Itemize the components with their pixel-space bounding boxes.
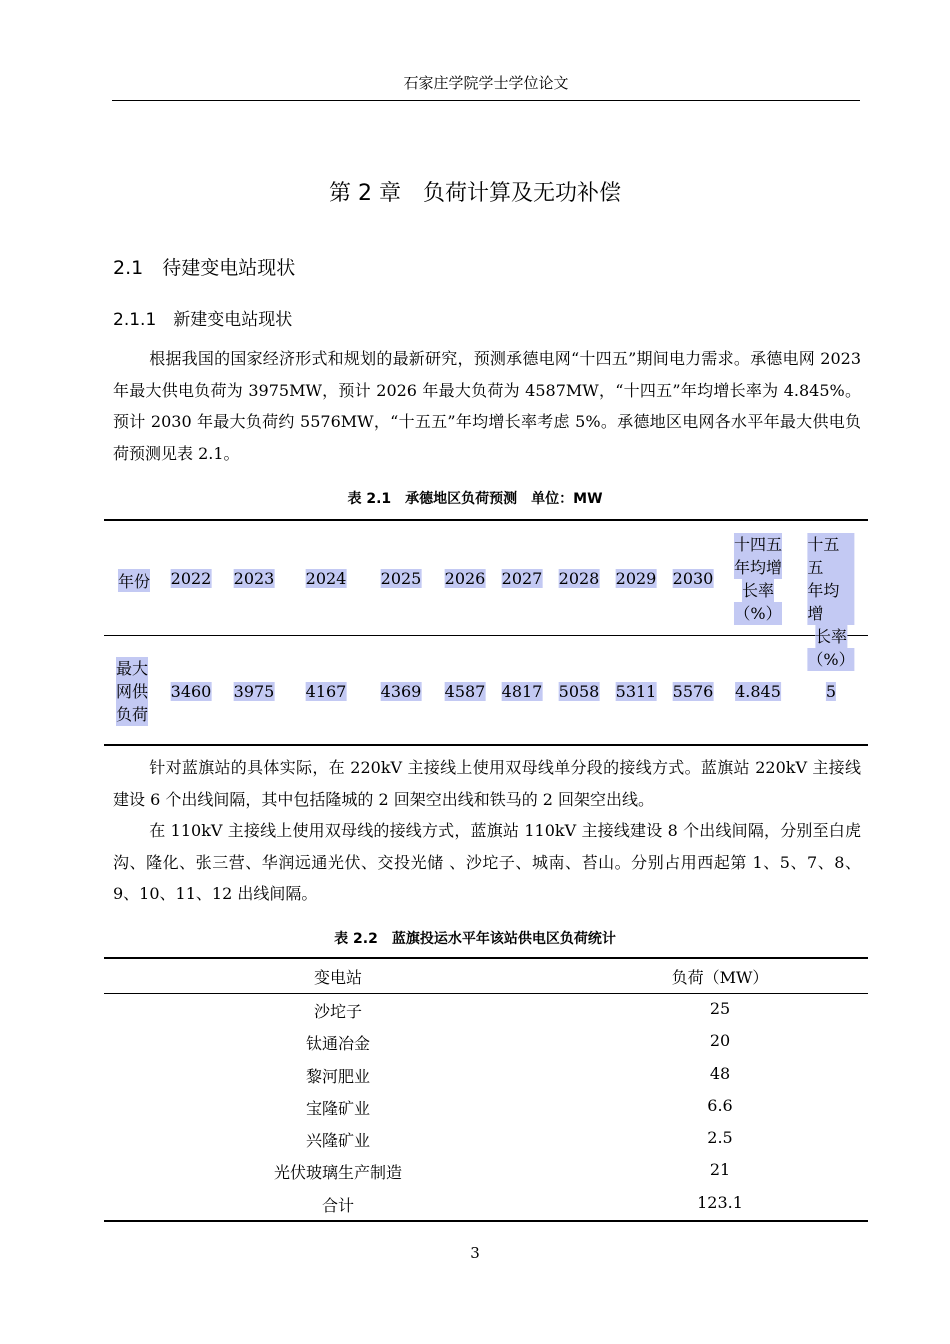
- table1-value-cell: 5058: [558, 682, 600, 701]
- table1-year-cell: 2028: [558, 569, 600, 588]
- table1-growth14-header: 十四五 年均增 长率 （%）: [733, 535, 783, 623]
- table-row: [104, 1025, 868, 1057]
- paragraph-220kv: 针对蓝旗站的具体实际，在 220kV 主接线上使用双母线单分段的接线方式。蓝旗站 220kV 主接线建设 6 个出线间隔，其中包括隆城的 2 回架空出线和铁马的 2 回架空出线。: [113, 758, 861, 809]
- running-header: 石家庄学院学士学位论文: [403, 74, 569, 92]
- header-rule: [112, 100, 860, 101]
- table1-value-cell: 5311: [615, 682, 657, 701]
- table1-year-cell: 2022: [170, 569, 212, 588]
- table1-growth14-value: 4.845: [735, 682, 781, 701]
- page-number: 3: [470, 1244, 480, 1262]
- table2-load-cell: 25: [709, 999, 731, 1018]
- table-row: [104, 1154, 868, 1186]
- table2-load-cell: 6.6: [707, 1095, 733, 1115]
- table1-row-label: 最大 网供 负荷: [116, 659, 149, 724]
- table-row: [104, 1058, 868, 1090]
- table1-value-cell: 4817: [501, 682, 543, 701]
- table1-year-cell: 2029: [615, 569, 657, 588]
- table2-substation-cell: 沙坨子: [313, 1002, 362, 1021]
- table2-load-cell: 20: [709, 1031, 731, 1051]
- table1-value-cell: 3975: [233, 682, 275, 701]
- table-row: [104, 993, 868, 1025]
- table1-value-cell: 4369: [380, 682, 422, 701]
- paragraph-load-forecast: 根据我国的国家经济形式和规划的最新研究，预测承德电网“十四五”期间电力需求。承德电网 2023 年最大供电负荷为 3975MW，预计 2026 年最大负荷为 4587MW，“十四五”年均增长率为 4.845%。预计 2030 年最大负荷约 5576MW，“十五五”年均增长率考虑 5%。承德地区电网各水平年最大供电负荷预测见表 2.1。: [113, 349, 861, 463]
- table2-substation-cell: 宝隆矿业: [305, 1098, 370, 1118]
- table1-header-label: 年份: [118, 569, 150, 592]
- table1-year-cell: 2030: [672, 569, 714, 588]
- table-row: [104, 1187, 868, 1219]
- subsection-heading: 2.1.1 新建变电站现状: [113, 310, 293, 330]
- table1-value-cell: 4587: [444, 682, 486, 701]
- table-row: [104, 1090, 868, 1122]
- table1-year-cell: 2025: [380, 569, 422, 588]
- chapter-title: 第 2 章 负荷计算及无功补偿: [329, 181, 621, 206]
- table1-caption: 表 2.1 承德地区负荷预测 单位：MW: [347, 491, 603, 507]
- table1-value-cell: 3460: [170, 682, 212, 701]
- table2-substation-cell: 光伏玻璃生产制造: [273, 1163, 402, 1183]
- table2-load-cell: 48: [709, 1063, 731, 1083]
- table2-caption: 表 2.2 蓝旗投运水平年该站供电区负荷统计: [334, 931, 616, 947]
- table2-header-load: 负荷（MW）: [671, 968, 769, 987]
- load-statistics-table: [104, 957, 868, 1219]
- table2-substation-cell: 钛通冶金: [305, 1034, 370, 1054]
- table-row: [104, 1122, 868, 1154]
- load-forecast-table: [104, 520, 868, 746]
- table1-growth15-header: 十五五 年均增 长率 （%）: [807, 535, 855, 669]
- table2-header-row: [104, 957, 868, 993]
- table2-bottom-rule: [104, 1220, 868, 1222]
- table2-header-substation: 变电站: [313, 968, 362, 987]
- table2-load-cell: 21: [709, 1160, 731, 1180]
- table2-load-cell: 123.1: [697, 1192, 743, 1212]
- table1-year-cell: 2026: [444, 569, 486, 588]
- table1-year-cell: 2024: [305, 569, 347, 588]
- table2-substation-cell: 黎河肥业: [305, 1066, 370, 1086]
- table1-year-cell: 2027: [501, 569, 543, 588]
- section-heading: 2.1 待建变电站现状: [113, 257, 296, 279]
- table2-substation-cell: 兴隆矿业: [305, 1131, 370, 1151]
- table1-growth15-value: 5: [825, 682, 837, 701]
- table1-value-cell: 4167: [305, 682, 347, 701]
- table1-value-cell: 5576: [672, 682, 714, 701]
- table2-load-cell: 2.5: [707, 1128, 733, 1148]
- table2-substation-cell: 合计: [321, 1195, 354, 1215]
- table1-year-cell: 2023: [233, 569, 275, 588]
- paragraph-110kv: 在 110kV 主接线上使用双母线的接线方式，蓝旗站 110kV 主接线建设 8 个出线间隔，分别至白虎沟、隆化、张三营、华润远通光伏、交投光储 、沙坨子、城南、苔山。分别占用西起第 1、5、7、8、9、10、11、12 出线间隔。: [113, 821, 861, 903]
